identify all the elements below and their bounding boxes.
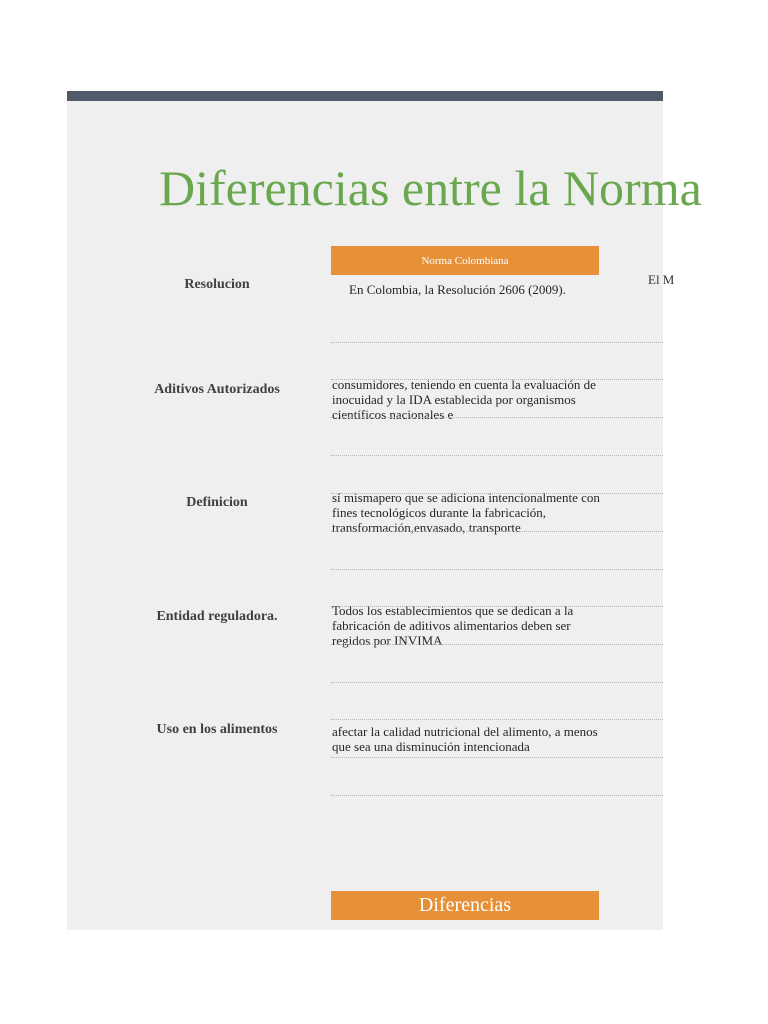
row-divider xyxy=(331,569,663,570)
column-header-second-fragment: El M xyxy=(648,272,675,287)
top-accent-bar xyxy=(67,91,663,101)
cell-aditivos-colombia: consumidores, teniendo en cuenta la evaluación de inocuidad y la IDA establecida por organismos científicos nacionales e xyxy=(332,377,596,422)
row-divider xyxy=(331,757,663,758)
row-divider xyxy=(331,417,663,418)
cell-definicion-colombia: sí mismapero que se adiciona intencionalmente con fines tecnológicos durante la fabricación, transformación,envasado, transporte xyxy=(332,490,600,535)
row-label-aditivos-autorizados: Aditivos Autorizados xyxy=(154,382,280,397)
row-label-entidad-reguladora: Entidad reguladora. xyxy=(156,609,278,624)
row-label-uso-en-los-alimentos: Uso en los alimentos xyxy=(156,722,278,737)
row-label-resolucion: Resolucion xyxy=(184,277,250,292)
row-divider xyxy=(331,719,663,720)
row-label-definicion: Definicion xyxy=(186,495,248,510)
document-page xyxy=(67,91,702,930)
page-title: Diferencias entre la Norma xyxy=(159,160,702,216)
cell-resolucion-colombia: En Colombia, la Resolución 2606 (2009). xyxy=(349,282,567,297)
diferencias-button[interactable]: Diferencias xyxy=(331,891,599,920)
cell-uso-colombia: afectar la calidad nutricional del alimento, a menos que sea una disminución intencionada xyxy=(332,724,598,754)
row-divider xyxy=(331,795,663,796)
column-header-norma-colombiana: Norma Colombiana xyxy=(331,246,599,275)
row-divider xyxy=(331,531,663,532)
row-divider xyxy=(331,342,663,343)
cell-entidad-colombia: Todos los establecimientos que se dedican a la fabricación de aditivos alimentarios deben ser regidos por INVIMA xyxy=(332,603,574,648)
row-divider xyxy=(331,644,663,645)
row-divider xyxy=(331,455,663,456)
row-divider xyxy=(331,682,663,683)
